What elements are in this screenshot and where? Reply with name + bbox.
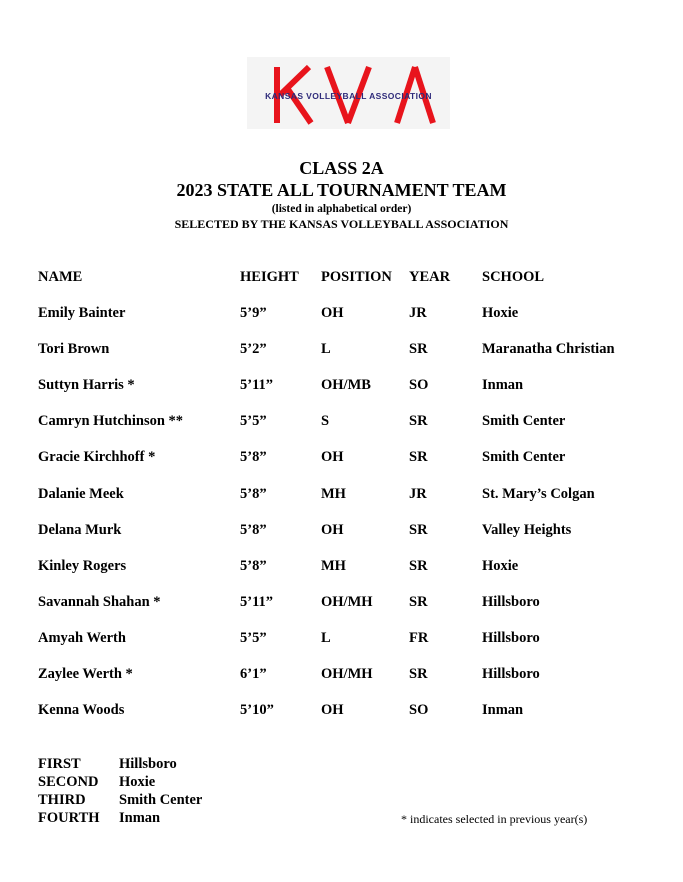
class-title: CLASS 2A	[299, 158, 384, 178]
player-school: Hillsboro	[482, 593, 540, 610]
player-year: JR	[409, 485, 427, 502]
player-school: St. Mary’s Colgan	[482, 485, 595, 502]
player-name: Kenna Woods	[38, 702, 125, 719]
selection-note: SELECTED BY THE KANSAS VOLLEYBALL ASSOCIATION	[174, 217, 509, 231]
player-name: Amyah Werth	[38, 629, 126, 646]
player-height: 5’10”	[240, 702, 274, 719]
player-name: Suttyn Harris *	[38, 377, 135, 394]
player-name: Camryn Hutchinson **	[38, 413, 184, 430]
player-school: Hoxie	[482, 305, 519, 321]
player-height: 5’9”	[240, 305, 267, 321]
logo-subtitle: KANSAS VOLLEYBALL ASSOCIATION	[265, 91, 432, 101]
player-year: SR	[409, 521, 428, 538]
player-name: Tori Brown	[38, 341, 110, 358]
player-position: OH/MH	[321, 593, 373, 610]
footnote: * indicates selected in previous year(s)	[401, 812, 588, 826]
player-height: 5’2”	[240, 341, 267, 358]
header-school: SCHOOL	[482, 269, 545, 285]
player-name: Emily Bainter	[38, 305, 126, 321]
order-note: (listed in alphabetical order)	[271, 203, 412, 215]
player-position: L	[321, 629, 331, 646]
player-height: 5’11”	[240, 377, 274, 394]
player-year: FR	[409, 629, 429, 646]
player-height: 5’8”	[240, 449, 267, 466]
header-name: NAME	[38, 269, 83, 285]
player-school: Hoxie	[482, 557, 519, 574]
player-name: Zaylee Werth *	[38, 666, 133, 682]
player-position: L	[321, 341, 331, 358]
player-height: 5’5”	[240, 413, 267, 430]
player-school: Valley Heights	[482, 521, 572, 538]
player-position: OH	[321, 521, 344, 538]
player-year: SO	[409, 702, 429, 719]
place-school: Inman	[119, 810, 161, 826]
player-school: Smith Center	[482, 449, 566, 466]
player-name: Dalanie Meek	[38, 485, 124, 502]
place-label: SECOND	[38, 774, 99, 790]
player-position: MH	[321, 557, 346, 574]
player-year: SR	[409, 557, 428, 574]
place-label: FOURTH	[38, 810, 100, 826]
place-label: THIRD	[38, 792, 86, 808]
player-position: MH	[321, 485, 346, 502]
player-year: SR	[409, 449, 428, 466]
player-school: Inman	[482, 702, 524, 719]
player-year: SR	[409, 666, 428, 682]
header-position: POSITION	[321, 269, 392, 285]
player-year: SR	[409, 341, 428, 358]
player-position: OH	[321, 702, 344, 719]
player-position: OH	[321, 305, 344, 321]
team-title: 2023 STATE ALL TOURNAMENT TEAM	[176, 180, 507, 200]
player-position: OH/MH	[321, 666, 373, 682]
player-name: Savannah Shahan *	[38, 593, 161, 610]
player-name: Gracie Kirchhoff *	[38, 449, 156, 466]
place-school: Hillsboro	[119, 756, 177, 772]
header-height: HEIGHT	[240, 269, 299, 285]
player-school: Inman	[482, 377, 524, 394]
player-position: S	[321, 413, 330, 430]
player-name: Kinley Rogers	[38, 557, 127, 574]
player-height: 5’11”	[240, 593, 274, 610]
place-school: Smith Center	[119, 792, 203, 808]
player-school: Maranatha Christian	[482, 341, 615, 358]
player-year: SR	[409, 413, 428, 430]
player-height: 6’1”	[240, 666, 267, 682]
player-height: 5’5”	[240, 629, 267, 646]
player-height: 5’8”	[240, 521, 267, 538]
kva-logo	[247, 57, 450, 129]
place-label: FIRST	[38, 756, 81, 772]
player-school: Hillsboro	[482, 629, 540, 646]
player-name: Delana Murk	[38, 521, 122, 538]
player-year: JR	[409, 305, 427, 321]
player-position: OH	[321, 449, 344, 466]
player-height: 5’8”	[240, 485, 267, 502]
player-school: Smith Center	[482, 413, 566, 430]
player-year: SR	[409, 593, 428, 610]
player-school: Hillsboro	[482, 666, 540, 682]
player-height: 5’8”	[240, 557, 267, 574]
player-position: OH/MB	[321, 377, 371, 394]
place-school: Hoxie	[119, 774, 156, 790]
player-year: SO	[409, 377, 429, 394]
header-year: YEAR	[409, 269, 451, 285]
